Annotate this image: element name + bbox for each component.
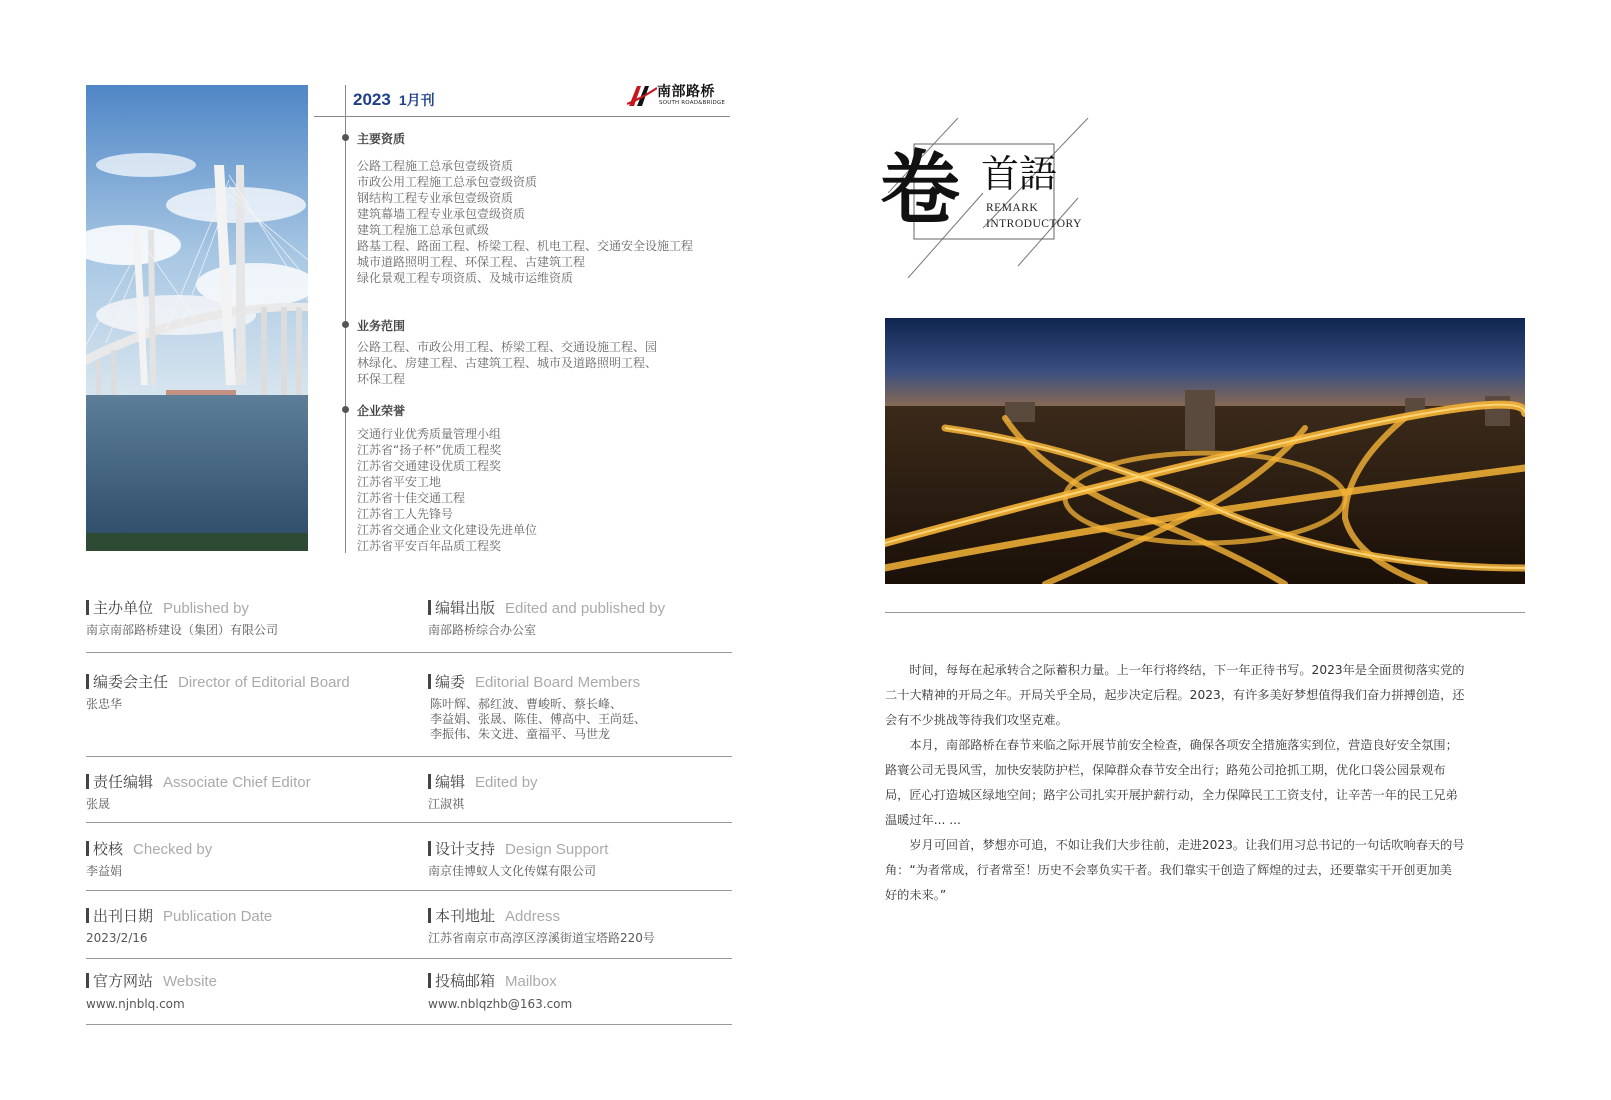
list-item: 城市道路照明工程、环保工程、古建筑工程 — [357, 255, 586, 269]
article-line: 岁月可回首，梦想亦可追，不如让我们大步往前，走进2023。让我们用习总书记的一句话吹响春天的号 — [885, 838, 1465, 852]
list-item: 建筑工程施工总承包贰级 — [357, 223, 490, 237]
article-line: 温暖过年... ... — [885, 813, 961, 827]
section-title-business: 业务范围 — [357, 319, 406, 333]
credit-value-mailbox[interactable]: www.nblqzhb@163.com — [428, 997, 573, 1011]
credit-label-checker: 校核 Checked by — [86, 838, 212, 859]
remark-en: REMARK INTRODUCTORY — [986, 202, 1082, 230]
credit-value-website[interactable]: www.njnblq.com — [86, 997, 185, 1011]
article-line: 路寰公司无畏风雪，加快安装防护栏，保障群众春节安全出行；路苑公司抢抓工期，优化口袋公园景观布 — [885, 763, 1446, 777]
article-line: 二十大精神的开局之年。开局关乎全局，起步决定后程。2023，有许多美好梦想值得我们奋力拼搏创造，还 — [885, 688, 1465, 702]
remark-big-char: 卷 — [880, 141, 960, 235]
credit-label-publisher: 主办单位 Published by — [86, 597, 249, 618]
credit-value-pub-date: 2023/2/16 — [86, 931, 148, 945]
credit-value-editor: 江淑祺 — [428, 797, 465, 811]
list-item: 建筑幕墙工程专业承包壹级资质 — [357, 207, 526, 221]
introductory-article — [885, 658, 1525, 908]
article-line: 时间，每每在起承转合之际蓄积力量。上一年行将终结，下一年正待书写。2023年是全面贯彻落实党的 — [885, 663, 1465, 677]
issue-month: 1月刊 — [398, 92, 435, 108]
divider — [86, 1024, 732, 1025]
header-vertical-rule — [345, 85, 346, 553]
list-item: 钢结构工程专业承包壹级资质 — [357, 191, 514, 205]
logo-text: 南部路桥 — [657, 84, 715, 100]
list-item: 路基工程、路面工程、桥梁工程、机电工程、交通安全设施工程 — [357, 239, 694, 253]
bullet-dot — [342, 406, 349, 413]
section-title-qualifications: 主要资质 — [357, 132, 406, 146]
article-line: 本月，南部路桥在春节来临之际开展节前安全检查，确保各项安全措施落实到位，营造良好安全氛围； — [885, 738, 1458, 752]
article-line: 好的未来。” — [885, 888, 947, 902]
qualifications-list — [357, 158, 693, 286]
divider — [86, 652, 732, 653]
credit-value-edit-publish: 南部路桥综合办公室 — [428, 623, 537, 637]
issue-label — [353, 90, 435, 110]
list-item: 公路工程施工总承包壹级资质 — [357, 159, 514, 173]
list-item: 绿化景观工程专项资质、及城市运维资质 — [357, 271, 574, 285]
credit-value-publisher: 南京南部路桥建设（集团）有限公司 — [86, 623, 279, 637]
credit-value-checker: 李益娟 — [86, 864, 123, 878]
divider — [86, 756, 732, 757]
divider — [86, 958, 732, 959]
list-item: 江苏省平安工地 — [357, 475, 442, 489]
article-rule — [885, 612, 1525, 613]
bullet-dot — [342, 321, 349, 328]
credit-label-pub-date: 出刊日期 Publication Date — [86, 905, 272, 926]
credit-value-assoc-editor: 张晟 — [86, 797, 111, 811]
list-item: 江苏省十佳交通工程 — [357, 491, 466, 505]
credit-value-design: 南京佳博蚁人文化传媒有限公司 — [428, 864, 597, 878]
credit-label-mailbox: 投稿邮箱 Mailbox — [428, 970, 557, 991]
credit-label-board-director: 编委会主任 Director of Editorial Board — [86, 671, 350, 692]
credit-label-editor: 编辑 Edited by — [428, 771, 538, 792]
bullet-dot — [342, 134, 349, 141]
bridge-photo — [86, 85, 308, 551]
list-item: 江苏省“扬子杯”优质工程奖 — [357, 443, 502, 457]
list-item: 公路工程、市政公用工程、桥梁工程、交通设施工程、园 — [357, 340, 658, 354]
credit-label-edit-publish: 编辑出版 Edited and published by — [428, 597, 665, 618]
article-line: 会有不少挑战等待我们攻坚克难。 — [885, 713, 1068, 727]
logo-mark-icon — [627, 82, 657, 108]
business-list — [357, 339, 657, 387]
company-logo — [627, 80, 732, 110]
list-item: 林绿化、房建工程、古建筑工程、城市及道路照明工程、 — [357, 356, 658, 370]
list-item: 江苏省工人先锋号 — [357, 507, 454, 521]
article-line: 角：“为者常成，行者常至！历史不会辜负实干者。我们靠实干创造了辉煌的过去，还要靠实干开创更加美 — [885, 863, 1452, 877]
list-item: 江苏省交通建设优质工程奖 — [357, 459, 502, 473]
logo-subtext: SOUTH ROAD&BRIDGE — [659, 100, 726, 106]
issue-year: 2023 — [353, 90, 391, 109]
divider — [86, 822, 732, 823]
credit-label-assoc-editor: 责任编辑 Associate Chief Editor — [86, 771, 311, 792]
credit-value-board-director: 张忠华 — [86, 697, 123, 711]
list-item: 江苏省交通企业文化建设先进单位 — [357, 523, 538, 537]
list-item: 交通行业优秀质量管理小组 — [357, 427, 502, 441]
credit-label-design: 设计支持 Design Support — [428, 838, 608, 859]
list-item: 环保工程 — [357, 372, 406, 386]
list-item: 江苏省平安百年品质工程奖 — [357, 539, 502, 553]
article-line: 局，匠心打造城区绿地空间；路宇公司扎实开展护薪行动，全力保障民工工资支付，让辛苦一年的民工兄弟 — [885, 788, 1458, 802]
credit-value-address: 江苏省南京市高淳区淳溪街道宝塔路220号 — [428, 931, 655, 945]
divider — [86, 890, 732, 891]
city-interchange-photo — [885, 318, 1525, 584]
credit-value-board-members: 陈叶辉、郝红波、曹峻昕、蔡长峰、 李益娟、张晟、陈佳、傅高中、王尚廷、 李振伟、朱文进、童福平、马世龙 — [430, 697, 647, 741]
list-item: 市政公用工程施工总承包壹级资质 — [357, 175, 538, 189]
credit-label-board-members: 编委 Editorial Board Members — [428, 671, 640, 692]
section-title-honors: 企业荣誉 — [357, 404, 406, 418]
credit-label-website: 官方网站 Website — [86, 970, 217, 991]
honors-list — [357, 426, 537, 554]
header-rule — [314, 116, 730, 117]
credit-label-address: 本刊地址 Address — [428, 905, 560, 926]
remark-small-chars: 首語 — [981, 152, 1058, 196]
remark-title-block — [880, 118, 1108, 278]
